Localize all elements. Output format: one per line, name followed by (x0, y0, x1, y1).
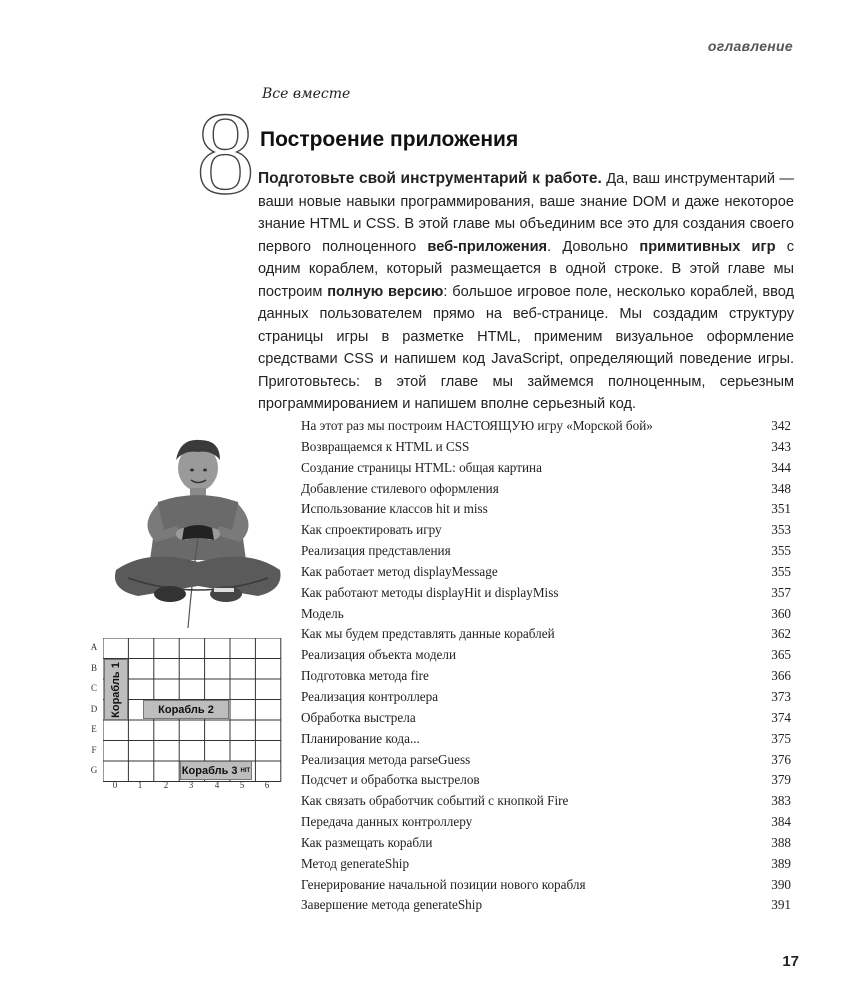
toc-entry[interactable] (301, 501, 791, 522)
toc-entry[interactable] (301, 439, 791, 460)
toc-entry[interactable] (301, 543, 791, 564)
toc-entry[interactable] (301, 731, 791, 752)
toc-entry-page: 362 (771, 626, 791, 642)
gamer-illustration (88, 430, 288, 630)
toc-entry-title: Метод generateShip (301, 855, 410, 871)
toc-entry[interactable] (301, 877, 791, 898)
col-label: 0 (112, 780, 118, 790)
ship-1-label: Корабль 1 (110, 661, 122, 718)
col-label: 2 (163, 780, 169, 790)
toc-entry-title: Возвращаемся к HTML и CSS (301, 438, 470, 454)
toc-entry-title: Как спроектировать игру (301, 522, 442, 538)
intro-text-4: : большое игровое поле, несколько кораблей, ввод данных пользователем прямо на веб-странице. Мы создадим структуру страницы игры в разметке HTML, применим визуальное оформление средствами CSS и напишем код JavaScript, определяющий поведение игры. Приготовьтесь: в этой главе мы займемся полноценным, серьезным программированием и напишем вполне серьезный код. (258, 283, 795, 412)
toc-entry-title: Реализация представления (301, 543, 451, 559)
page-number: 17 (782, 953, 799, 970)
toc-entry[interactable] (301, 814, 791, 835)
toc-entry-title: Завершение метода generateShip (301, 897, 483, 913)
toc-entry-title: Добавление стилевого оформления (301, 480, 499, 496)
intro-text-3: с одним кораблем, который размещается в одной строке. В этой главе мы построим (258, 238, 794, 300)
toc-entry-title: Как работают методы displayHit и displayMiss (301, 584, 559, 600)
ship-2-label: Корабль 2 (158, 703, 214, 716)
toc-entry-page: 375 (771, 730, 791, 746)
intro-bold-1: веб-приложения (427, 238, 548, 255)
ship-3 (180, 761, 252, 780)
toc-entry-title: Подсчет и обработка выстрелов (301, 772, 480, 788)
toc-entry[interactable] (301, 481, 791, 502)
toc-entry-title: Передача данных контроллеру (301, 814, 473, 830)
toc-entry-title: Как мы будем представлять данные кораблей (301, 626, 555, 642)
toc-entry[interactable] (301, 585, 791, 606)
toc-entry-title: Модель (301, 605, 344, 621)
col-label: 3 (188, 780, 194, 790)
toc-entry-page: 365 (771, 647, 791, 663)
toc-entry[interactable] (301, 897, 791, 918)
toc-entry-title: Реализация объекта модели (301, 647, 457, 663)
toc-entry-page: 351 (771, 501, 791, 517)
row-label: E (91, 724, 97, 734)
toc-entry-page: 379 (771, 772, 791, 788)
toc-entry-page: 376 (771, 751, 791, 767)
toc-entry-title: Реализация метода parseGuess (301, 751, 471, 767)
section-label: оглавление (707, 38, 793, 54)
ship-3-label: Корабль 3 (181, 764, 238, 777)
toc-entry-page: 366 (771, 668, 791, 684)
toc-entry[interactable] (301, 564, 791, 585)
toc-entry-title: Подготовка метода fire (301, 668, 429, 684)
toc-entry[interactable] (301, 668, 791, 689)
toc-entry[interactable] (301, 752, 791, 773)
toc-entry-title: Планирование кода... (301, 730, 420, 746)
row-label: G (90, 765, 98, 775)
chapter-number: 8 (196, 88, 255, 219)
ship-2 (143, 700, 229, 719)
toc-entry[interactable] (301, 418, 791, 439)
toc-entry-page: 360 (771, 605, 791, 621)
toc-entry-title: Как работает метод displayMessage (301, 563, 498, 579)
toc-entry-title: Реализация контроллера (301, 688, 439, 704)
row-label: B (90, 663, 97, 673)
col-label: 4 (214, 780, 220, 790)
toc-entry-page: 353 (771, 522, 791, 538)
toc-entry-title: На этот раз мы построим НАСТОЯЩУЮ игру «Морской бой» (301, 418, 653, 433)
intro-bold-3: полную версию (327, 283, 444, 300)
toc-entry[interactable] (301, 460, 791, 481)
toc-entry-page: 388 (771, 834, 791, 850)
row-label: A (90, 642, 98, 652)
row-label: C (90, 683, 97, 693)
toc-entry[interactable] (301, 626, 791, 647)
intro-lead: Подготовьте свой инструментарий к работе. (258, 170, 602, 187)
intro-text-2: . Довольно (547, 238, 640, 255)
col-label: 6 (264, 780, 270, 790)
chapter-intro (258, 168, 794, 416)
toc-entry[interactable] (301, 522, 791, 543)
toc-entry-title: Обработка выстрела (301, 709, 416, 725)
col-label: 1 (137, 780, 143, 790)
toc-entry-page: 389 (771, 855, 791, 871)
toc-entry-page: 391 (771, 897, 791, 913)
row-label: F (91, 745, 97, 755)
toc-entry-page: 342 (771, 418, 791, 433)
toc-entry-page: 355 (771, 563, 791, 579)
toc-entry-page: 357 (771, 584, 791, 600)
toc-entry-title: Как связать обработчик событий с кнопкой Fire (301, 793, 569, 809)
toc-entry-page: 374 (771, 709, 791, 725)
toc-entry-title: Как размещать корабли (301, 834, 433, 850)
toc-entry-page: 348 (771, 480, 791, 496)
chapter-title: Построение приложения (260, 128, 519, 151)
toc-entry[interactable] (301, 710, 791, 731)
toc-entry-page: 344 (771, 459, 791, 475)
col-label: 5 (239, 780, 245, 790)
toc-entry[interactable] (301, 689, 791, 710)
row-label: D (90, 704, 98, 714)
toc-entry-page: 343 (771, 438, 791, 454)
toc-entry[interactable] (301, 647, 791, 668)
toc-entry[interactable] (301, 772, 791, 793)
toc-entry-title: Генерирование начальной позиции нового корабля (301, 876, 586, 892)
toc-entry-title: Создание страницы HTML: общая картина (301, 459, 542, 475)
toc-entry-title: Использование классов hit и miss (301, 501, 488, 517)
toc-entry-page: 383 (771, 793, 791, 809)
toc-entry-page: 373 (771, 688, 791, 704)
intro-text-1: Да, ваш инструментарий — ваши новые навыки программирования, ваше знание DOM и даже некоторое знание HTML и CSS. В этой главе мы объединим все это для создания своего первого полноценного (258, 171, 794, 255)
toc-entry-page: 355 (771, 543, 791, 559)
battleship-grid (88, 632, 288, 802)
chapter-kicker: Все вместе (262, 86, 351, 102)
toc-entry-page: 384 (771, 814, 791, 830)
intro-bold-2: примитивных игр (639, 238, 776, 255)
toc-entry[interactable] (301, 856, 791, 877)
table-of-contents (301, 418, 791, 918)
ship-1 (104, 659, 128, 720)
toc-entry[interactable] (301, 606, 791, 627)
hit-mark: HIT (240, 767, 251, 774)
toc-entry[interactable] (301, 835, 791, 856)
toc-entry-page: 390 (771, 876, 791, 892)
toc-entry[interactable] (301, 793, 791, 814)
